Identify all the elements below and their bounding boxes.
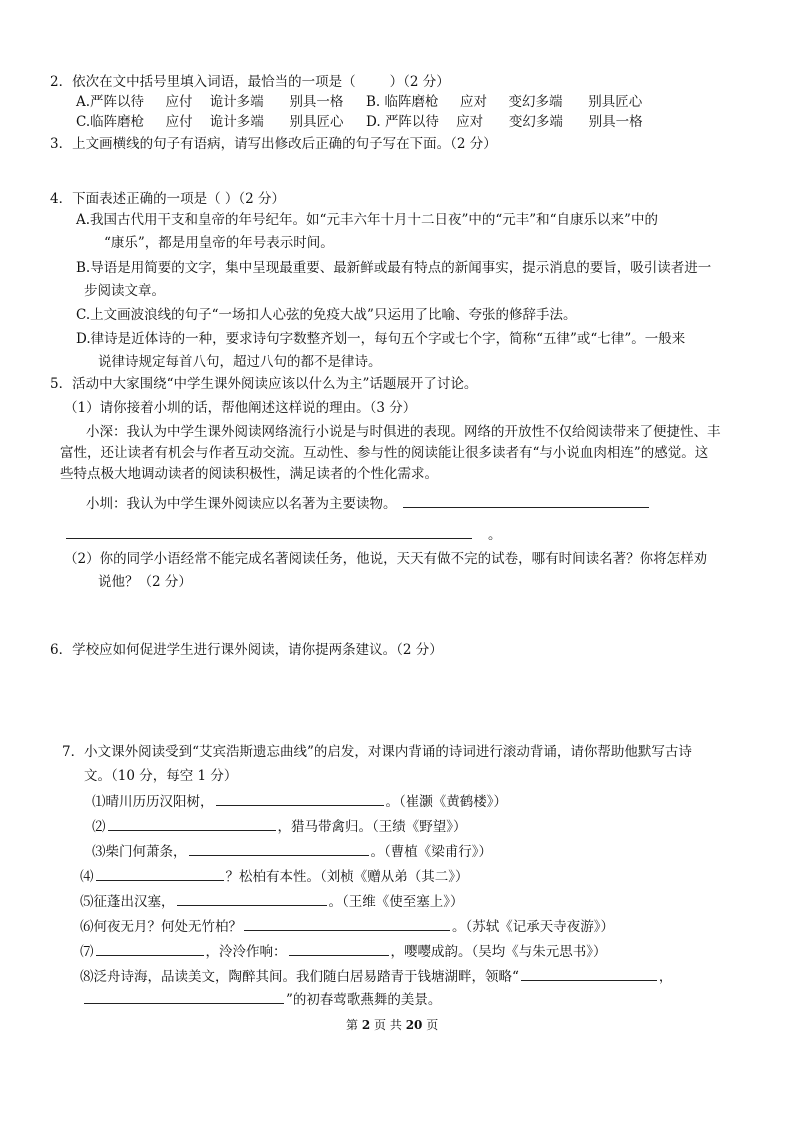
footer-mid: 页 共	[374, 1018, 402, 1032]
q7-blank-7b[interactable]	[289, 942, 389, 956]
q5-answer-blank-1[interactable]	[403, 494, 649, 508]
q7-line-4-text: ？松柏有本性。（刘桢《赠从弟（其二》）	[225, 869, 469, 885]
q7-line-5-source: 。（王维《使至塞上》）	[328, 894, 464, 910]
q5-sub2-line2: 说他？（2 分）	[98, 574, 192, 590]
q7-line-7-source: ，嘤嘤成韵。（吴均《与朱元思书》）	[390, 944, 607, 960]
q5-stem: 5．活动中大家围绕“中学生课外阅读应该以什么为主”话题展开了讨论。	[50, 376, 478, 392]
footer-pre: 第	[346, 1018, 359, 1032]
q7-line-8-end: ”的初春莺歌燕舞的美景。	[286, 992, 442, 1008]
footer-page-number: 2	[361, 1018, 371, 1032]
q7-line-5	[80, 892, 464, 911]
q3-answer-area[interactable]	[60, 155, 740, 183]
footer-post: 页	[426, 1018, 439, 1032]
q2-option-row-ab	[76, 93, 642, 111]
q7-line-7-num: ⑺	[80, 944, 94, 960]
q7-line-2	[92, 817, 467, 836]
q7-line-6-text: ⑹何夜无月？何处无竹柏？	[80, 919, 242, 935]
q7-line-4-num: ⑷	[80, 869, 94, 885]
q4-option-a-line2: “康乐”，都是用皇帝的年号表示时间。	[104, 235, 334, 251]
q7-blank-5[interactable]	[177, 892, 327, 906]
q3-stem: 3．上文画横线的句子有语病，请写出修改后正确的句子写在下面。（2 分）	[50, 136, 497, 152]
q7-line-1	[92, 792, 507, 811]
q5-answer-blank-2[interactable]	[66, 525, 472, 539]
q2-stem-text: 2．依次在文中括号里填入词语，最恰当的一项是（	[50, 74, 356, 90]
q5-period: 。	[488, 527, 502, 543]
q5-para-line1: 小深：我认为中学生课外阅读网络流行小说是与时俱进的表现。网络的开放性不仅给阅读带来了便捷性、丰	[86, 424, 721, 440]
q5-xiaozhen-line	[86, 494, 651, 513]
q7-line-1-text: ⑴晴川历历汉阳树，	[92, 794, 214, 810]
q7-line-8	[80, 967, 672, 986]
q7-line-3-source: 。（曹植《梁甫行》）	[370, 844, 492, 860]
q7-line-8-comma: ，	[658, 969, 673, 985]
q7-line-8-text: ⑻泛舟诗海，品读美文，陶醉其间。我们随白居易踏青于钱塘湖畔，领略“	[80, 969, 519, 985]
q7-blank-8a[interactable]	[521, 967, 657, 981]
q5-para-line3: 些特点极大地调动读者的阅读积极性，满足读者的个性化需求。	[60, 466, 438, 482]
q7-line-7	[80, 942, 607, 961]
q4-option-b-line2: 步阅读文章。	[84, 283, 165, 299]
q2-option-a: A.严阵以待 应付 诡计多端 别具一格	[76, 94, 344, 110]
q2-option-row-cd	[76, 113, 643, 131]
q7-stem-line1: 7．小文课外阅读受到“艾宾浩斯遗忘曲线”的启发，对课内背诵的诗词进行滚动背诵，请你帮助他默写古诗	[62, 744, 692, 760]
q2-option-d: D. 严阵以待 应对 变幻多端 别具一格	[366, 114, 643, 130]
q7-line-6	[80, 917, 614, 936]
footer-total-pages: 20	[405, 1018, 423, 1032]
q7-blank-8b[interactable]	[84, 990, 284, 1004]
q7-blank-4[interactable]	[96, 867, 224, 881]
q2-option-b: B. 临阵磨枪 应对 变幻多端 别具匠心	[366, 94, 643, 110]
q7-blank-3[interactable]	[189, 842, 369, 856]
q7-blank-2[interactable]	[108, 817, 276, 831]
q4-option-a-line1: A.我国古代用干支和皇帝的年号纪年。如“元丰六年十月十二日夜”中的“元丰”和“自康乐以来”中的	[76, 212, 658, 228]
q6-answer-area[interactable]	[60, 662, 740, 732]
q5-answer-line-2	[64, 525, 502, 544]
q7-line-2-num: ⑵	[92, 819, 106, 835]
q7-line-3	[92, 842, 492, 861]
q7-blank-6[interactable]	[244, 917, 450, 931]
q7-line-4	[80, 867, 469, 886]
q7-blank-1[interactable]	[216, 792, 384, 806]
page-footer	[346, 1016, 438, 1034]
q7-line-3-text: ⑶柴门何萧条，	[92, 844, 187, 860]
q5-sub1: （1）请你接着小圳的话，帮他阐述这样说的理由。（3 分）	[64, 400, 417, 416]
q5-para-line2: 富性，还让读者有机会与作者互动交流。互动性、参与性的阅读能让很多读者有“与小说血肉相连”的感觉。这	[60, 445, 709, 461]
q5-xiaozhen-text: 小圳：我认为中学生课外阅读应以名著为主要读物。	[86, 496, 397, 512]
q2-stem	[50, 73, 450, 91]
q4-option-d-line1: D.律诗是近体诗的一种，要求诗句字数整齐划一，每句五个字或七个字，简称“五律”或“七律”。一般来	[76, 331, 686, 347]
q7-blank-7a[interactable]	[96, 942, 204, 956]
q4-option-d-line2: 说律诗规定每首八句，超过八句的都不是律诗。	[98, 354, 382, 370]
q4-option-b-line1: B.导语是用简要的文字，集中呈现最重要、最新鲜或最有特点的新闻事实，提示消息的要旨，吸引读者进一	[76, 260, 712, 276]
q7-line-8-cont	[82, 990, 441, 1009]
q4-stem: 4．下面表述正确的一项是（ ）（2 分）	[50, 191, 286, 207]
q2-option-c: C.临阵磨枪 应付 诡计多端 别具匠心	[76, 114, 344, 130]
q6-stem: 6．学校应如何促进学生进行课外阅读，请你提两条建议。（2 分）	[50, 642, 443, 658]
q7-line-6-source: 。（苏轼《记承天寺夜游》）	[452, 919, 614, 935]
q7-line-2-text: ，猎马带禽归。（王绩《野望》）	[277, 819, 467, 835]
q2-score: ）（2 分）	[389, 74, 450, 90]
q5-sub2-answer-area[interactable]	[60, 595, 740, 631]
q7-line-5-text: ⑸征蓬出汉塞，	[80, 894, 175, 910]
q5-sub2-line1: （2）你的同学小语经常不能完成名著阅读任务，他说，天天有做不完的试卷，哪有时间读名著？你将怎样劝	[64, 551, 708, 567]
q7-line-1-source: 。（崔灏《黄鹤楼》）	[385, 794, 507, 810]
q7-line-7-mid: ，泠泠作响：	[205, 944, 287, 960]
q7-stem-line2: 文。（10 分，每空 1 分）	[84, 768, 238, 784]
q4-option-c: C.上文画波浪线的句子“一场扣人心弦的免疫大战”只运用了比喻、夸张的修辞手法。	[76, 307, 577, 323]
